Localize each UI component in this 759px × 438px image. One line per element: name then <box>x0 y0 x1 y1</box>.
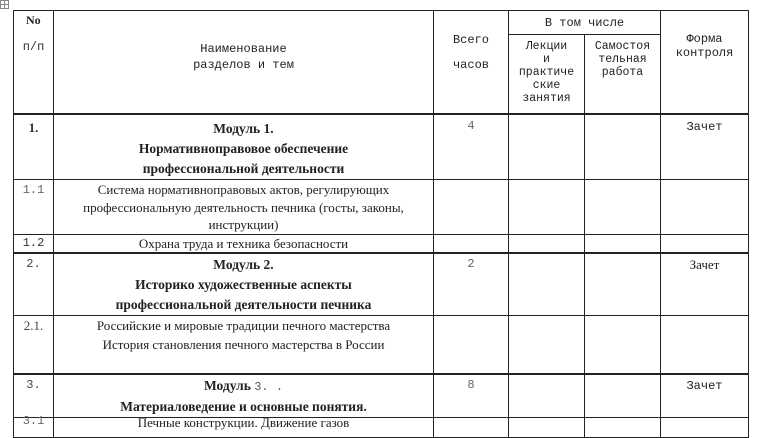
selfwork-cell <box>585 316 661 374</box>
header-name-line2: разделов и тем <box>193 58 294 72</box>
lectures-cell <box>509 417 585 437</box>
control-cell <box>661 114 749 180</box>
module-title-line3: профессиональной деятельности <box>142 161 345 176</box>
header-lectures-line2: и <box>543 53 550 67</box>
topic-line1: Система нормативноправовых актов, регулирующих <box>97 182 390 197</box>
control-cell <box>661 180 749 235</box>
row-number: 2. <box>26 257 41 271</box>
row-number: 3. <box>26 377 41 392</box>
header-selfwork-line2: тельная <box>598 53 647 67</box>
lectures-cell <box>509 180 585 235</box>
header-lectures-line1: Лекции <box>525 40 568 54</box>
row-number-cell <box>14 413 54 437</box>
header-total-line2: часов <box>452 58 489 72</box>
topic-line2: профессиональную деятельность печника (госты, законы, <box>83 199 404 215</box>
module-title-line2: Нормативноправовое обеспечение <box>138 141 349 156</box>
row-number-cell <box>14 316 54 374</box>
header-lectures-cell <box>509 35 585 114</box>
row-number-cell <box>14 180 54 235</box>
table-row <box>14 234 749 253</box>
module-title-line1: Модуль 2. <box>213 257 274 272</box>
table-row <box>14 316 749 374</box>
hours-cell <box>434 253 509 316</box>
hours-cell <box>434 114 509 180</box>
hours-cell <box>434 417 509 437</box>
topic-cell <box>54 414 434 437</box>
control-cell <box>661 234 749 253</box>
lectures-cell <box>509 374 585 418</box>
header-number-cell <box>14 11 54 115</box>
control-cell <box>661 417 749 437</box>
row-number-cell <box>14 374 54 418</box>
selfwork-cell <box>585 114 661 180</box>
topic-line3: инструкции) <box>208 217 279 232</box>
header-lectures-line4: ские <box>532 79 561 93</box>
control-value: Зачет <box>686 120 723 134</box>
control-cell <box>661 253 749 316</box>
topic-cell <box>54 234 434 253</box>
hours-value: 2 <box>467 257 475 271</box>
row-number: 2.1. <box>23 318 44 333</box>
lectures-cell <box>509 253 585 316</box>
header-total-line1: Всего <box>452 33 489 47</box>
lectures-cell <box>509 234 585 253</box>
topic-line1: Российские и мировые традиции печного мастерства <box>96 318 391 333</box>
control-value: Зачет <box>686 378 723 393</box>
selfwork-cell <box>585 417 661 437</box>
row-number: 3.1 <box>22 413 45 428</box>
module-title-line1: Модуль 1. <box>213 121 274 136</box>
lectures-cell <box>509 316 585 374</box>
selfwork-cell <box>585 234 661 253</box>
row-number: 1.1 <box>22 183 45 197</box>
lectures-cell <box>509 114 585 180</box>
table-row <box>14 180 749 235</box>
table-move-handle-icon[interactable] <box>0 0 9 9</box>
header-lectures-line5: занятия <box>522 92 571 106</box>
table-row <box>14 374 749 418</box>
header-number-line1: No <box>26 13 41 27</box>
table-row <box>14 417 749 437</box>
topic-line1: Охрана труда и техника безопасности <box>138 235 349 251</box>
curriculum-table <box>13 10 749 438</box>
header-control-line2: контроля <box>675 46 734 60</box>
header-selfwork-line1: Самостоя <box>594 40 651 54</box>
header-lectures-line3: практиче <box>518 66 575 80</box>
control-cell <box>661 316 749 374</box>
module-title-line2: Материаловедение и основные понятия. <box>120 398 367 414</box>
module-title-line3: профессиональной деятельности печника <box>115 297 372 312</box>
row-number-cell <box>14 253 54 316</box>
row-number-cell <box>14 234 54 253</box>
header-control-line1: Форма <box>686 32 723 46</box>
hours-cell <box>434 316 509 374</box>
header-including-cell <box>509 11 661 35</box>
topic-cell <box>54 316 434 374</box>
topic-line1: Печные конструкции. Движение газов <box>137 414 350 430</box>
header-selfwork-line3: работа <box>601 66 644 80</box>
selfwork-cell <box>585 253 661 316</box>
control-cell <box>661 374 749 418</box>
hours-value: 8 <box>467 377 475 392</box>
row-number: 1. <box>28 120 39 135</box>
table-row <box>14 114 749 180</box>
module-title-word: Модуль <box>203 377 251 393</box>
module-title-line2: Историко художественные аспекты <box>135 277 352 292</box>
selfwork-cell <box>585 180 661 235</box>
hours-value: 4 <box>467 119 475 133</box>
header-name-line1: Наименование <box>200 42 287 56</box>
topic-line2: История становления печного мастерства в России <box>102 336 385 352</box>
hours-cell <box>434 374 509 418</box>
table-row <box>14 253 749 316</box>
topic-cell <box>54 180 434 235</box>
header-including: В том числе <box>544 16 625 30</box>
header-row <box>14 11 749 35</box>
module-title-cell <box>54 114 434 180</box>
control-value: Зачет <box>689 257 720 272</box>
row-number: 1.2 <box>22 235 45 250</box>
module-title-cell <box>54 374 434 418</box>
module-title-number: 3. . <box>254 379 284 394</box>
hours-cell <box>434 234 509 253</box>
header-total-cell <box>434 11 509 115</box>
selfwork-cell <box>585 374 661 418</box>
module-title-cell <box>54 253 434 316</box>
header-name-cell <box>54 11 434 115</box>
header-number-line2: п/п <box>22 40 45 54</box>
header-control-cell <box>661 11 749 115</box>
hours-cell <box>434 180 509 235</box>
row-number-cell <box>14 114 54 180</box>
header-selfwork-cell <box>585 35 661 114</box>
